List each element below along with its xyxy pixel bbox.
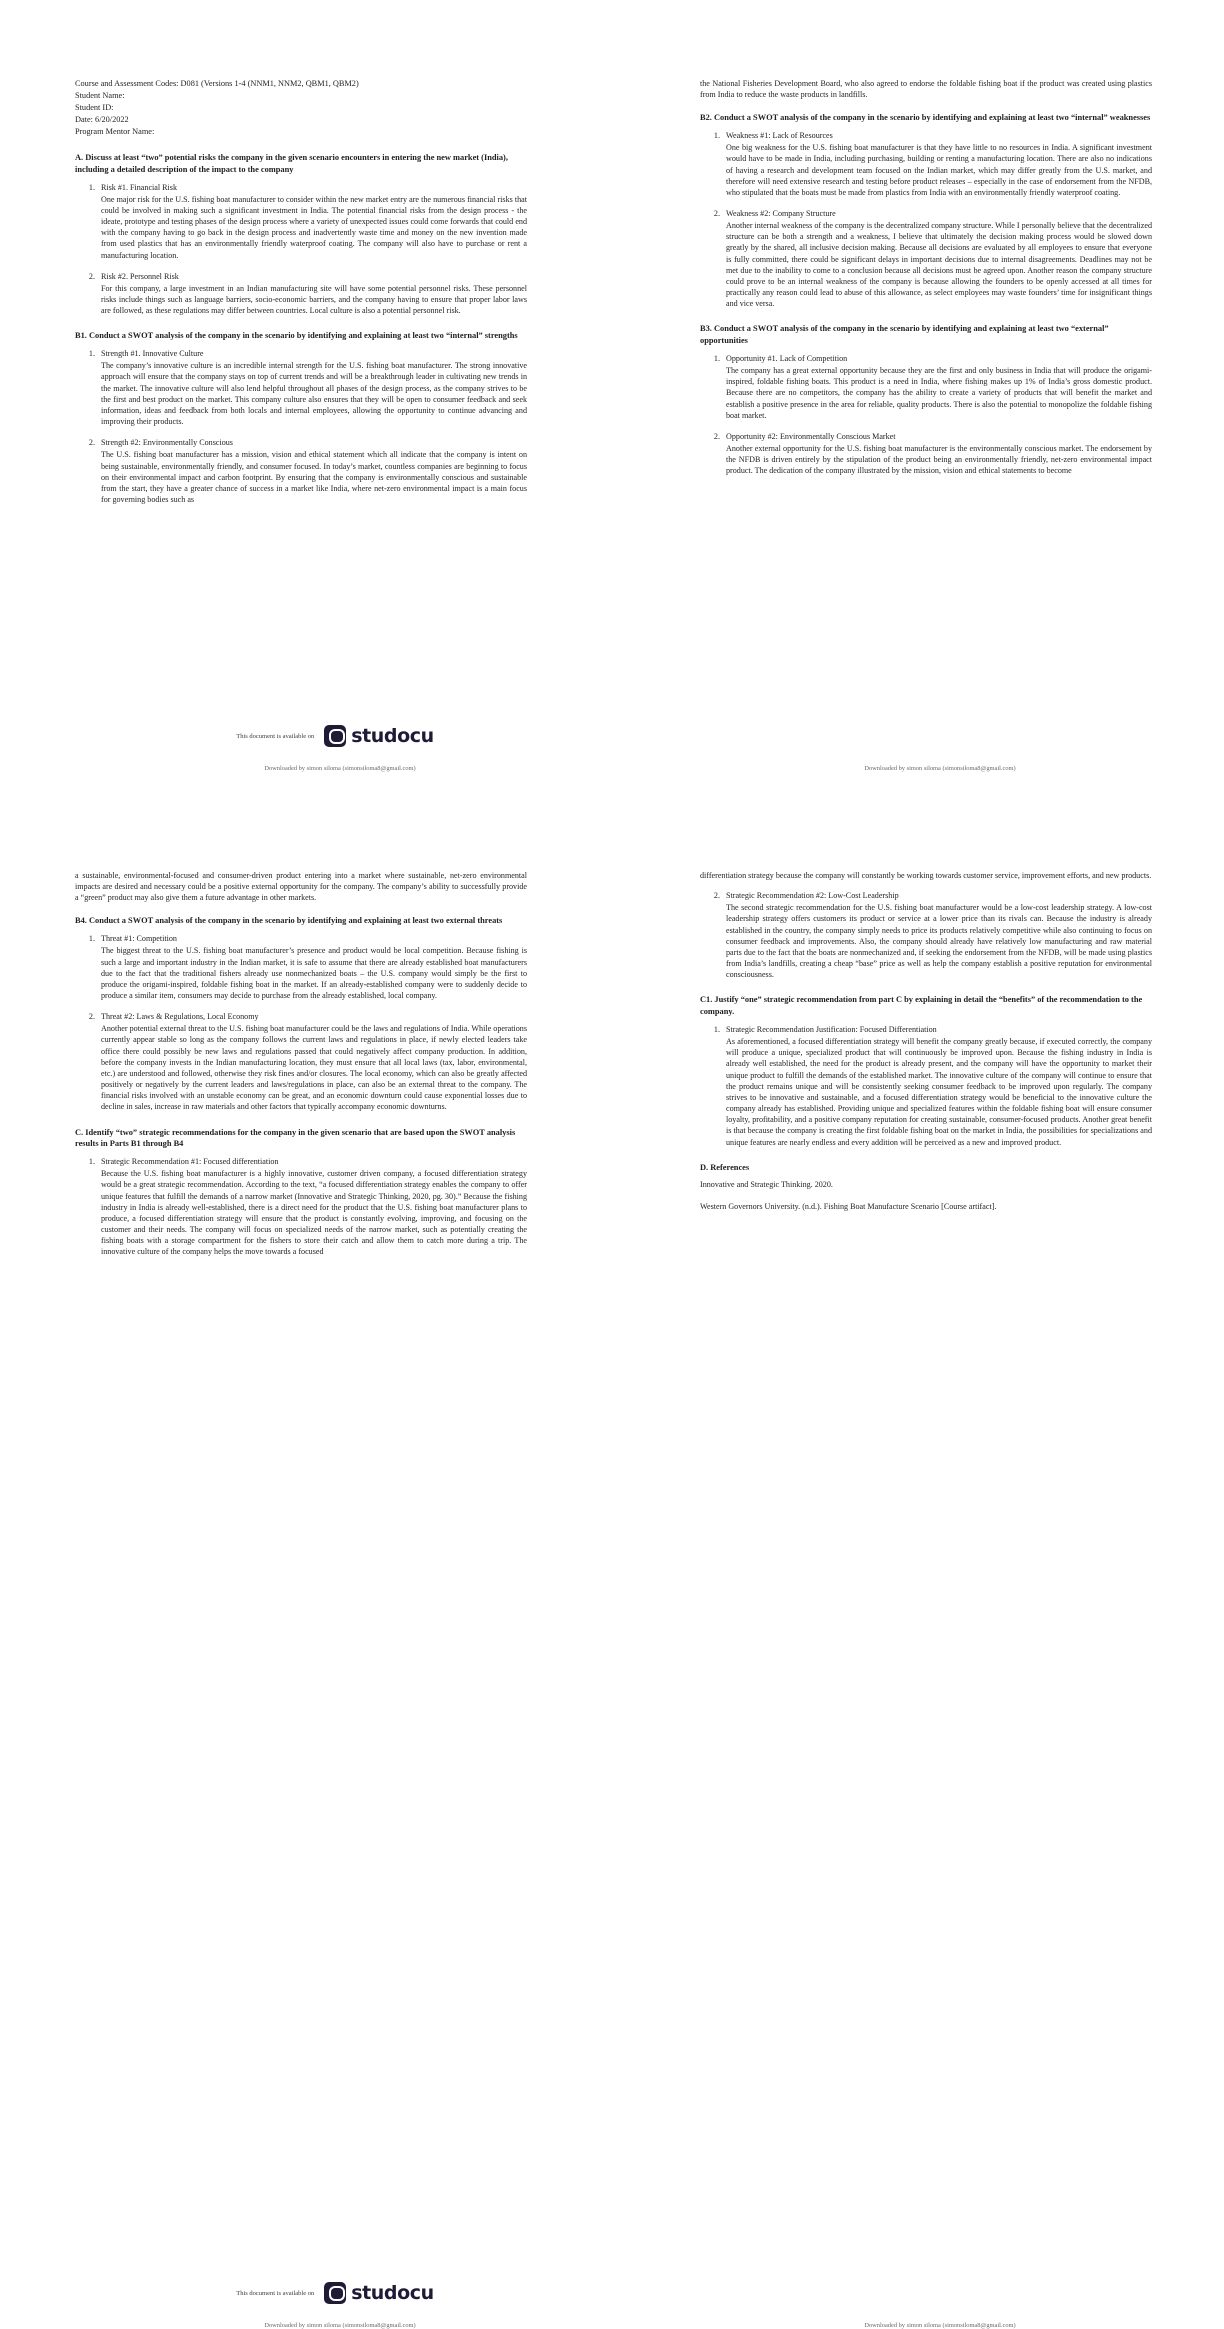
item-title: 2. Strength #2: Environmentally Conscious [101,438,233,448]
footer-availability-text: This document is available on [236,732,315,740]
heading-section-a: A. Discuss at least “two” potential risks the company in the given scenario encounters in entering the new market (India), including a detailed description of the impact to the company [75,153,508,174]
studocu-logo [324,725,434,747]
reference-entry: Western Governors University. (n.d.). Fishing Boat Manufacture Scenario [Course artifact]. [700,1201,997,1211]
footer-downloaded-by-left: Downloaded by simon siloma (simonsiloma8@gmail.com) [264,765,416,772]
item-title: 1. Strategic Recommendation Justification: Focused Differentiation [726,1024,937,1034]
section-c-list-continued [700,890,1152,980]
list-item [97,437,527,505]
item-title: 1. Threat #1: Competition [101,934,177,944]
list-item [97,348,527,427]
footer-downloaded-by-right: Downloaded by simon siloma (simonsiloma8@gmail.com) [864,2322,1016,2329]
item-title: 1. Risk #1. Financial Risk [101,182,177,192]
heading-section-b2: B2. Conduct a SWOT analysis of the company in the scenario by identifying and explaining at least two “internal” weaknesses [700,113,1151,123]
item-body: One big weakness for the U.S. fishing boat manufacturer is that they have little to no resources in India. A significant investment would have to be made in India, including purchasing, building or renting a manufacturing location. There are also no indications of having a research and development team focused on the Indian market, which may differ greatly from the U.S. market, and therefore will need extensive research and testing before product releases – especially in the case of endorsement from the NFDB, who stipulated that the boats must be made from plastics from India with an environmentally friendly waterproof coating. [726,143,1152,197]
page1-left-column [75,78,527,515]
item-title: 2. Risk #2. Personnel Risk [101,271,179,281]
item-body: The second strategic recommendation for the U.S. fishing boat manufacturer would be a low-cost leadership strategy. A low-cost leadership strategy offers customers its product or service at a lower price than its rivals can. Because the industry is already established in the country, the company simply needs to price its products relatively competitive while also continuing to focus on consumer feedback and improvements. Also, the company should already have relatively low manufacturing and raw material parts due to the fact that the boats are nonmechanized and, if seeking the endorsement from the NFDB, will be made using plastics from India’s landfills, creating a cheap “base” price as well as help the company establish a positive reputation for environmental consciousness. [726,903,1152,980]
item-title: 1. Opportunity #1. Lack of Competition [726,353,848,363]
b1-continued-paragraph: a sustainable, environmental-focused and consumer-driven product entering into a market where sustainable, net-zero environmental impacts are desired and necessary could be a positive external opportunity for the company. The company’s ability to successfully provide a “green” product may also give them a future advantage in other markets. [75,871,527,903]
section-a-list [75,182,527,317]
item-body: The biggest threat to the U.S. fishing boat manufacturer’s presence and product would be local competition. Because fishing is such a large and important industry in the Indian market, it is safe to assume that there are already established boat manufacturers due to the fact that the traditional fishers already use nonmechanized boats – the U.S. company would simply be the first to produce the origami-inspired, foldable fishing boat in the market. If an already-established company were to suddenly decide to produce a similar item, consumers may decide to purchase from the already established, local company. [101,946,527,1001]
item-body: As aforementioned, a focused differentiation strategy will benefit the company greatly because, if executed correctly, the company will produce a unique, specialized product that will continuously be improved upon. Because the fishing industry in India is already well established, the need for the product is already present, and the company will have the opportunity to market their unique product to fulfill the demands of the established market. The innovative culture of the company will continue to ensure that the product remains unique and will be consistently seeking consumer feedback to be improved upon regularly. The company strives to be innovative and sustainable, and a focused differentiation strategy would be beneficial to the innovative culture the company already has established. Providing unique and specialized features within the foldable fishing boat will ensure consumer loyalty, profitability, and a positive company reputation for creating sustainable, consumer-focused products. Another great benefit is that because the company is creating the first foldable fishing boat on the market in India, the possibilities for specializations and unique features are nearly endless and every addition will be perceived as a new and improved product. [726,1037,1152,1147]
studocu-wordmark: studocu [351,2282,434,2304]
footer-availability-text: This document is available on [236,2289,315,2297]
document-page-2 [0,792,1224,2329]
heading-section-b3: B3. Conduct a SWOT analysis of the company in the scenario by identifying and explaining at least two “external” opportunities [700,324,1109,346]
list-item [97,182,527,261]
program-mentor-name: Program Mentor Name: [75,127,155,137]
list-item [722,208,1152,309]
studocu-mark-icon [324,725,346,747]
section-b2-list [700,130,1152,309]
page2-right-column [700,870,1152,1222]
list-item [722,431,1152,477]
list-item [97,1156,527,1257]
heading-section-c: C. Identify “two” strategic recommendations for the company in the given scenario that are based upon the SWOT analysis results in Parts B1 through B4 [75,1127,516,1149]
footer-downloaded-by-left: Downloaded by simon siloma (simonsiloma8@gmail.com) [264,2322,416,2329]
item-title: 1. Strength #1. Innovative Culture [101,349,204,359]
heading-section-b1: B1. Conduct a SWOT analysis of the company in the scenario by identifying and explaining at least two “internal” strengths [75,331,518,341]
list-item [97,1011,527,1112]
student-name: Student Name: [75,91,125,101]
section-b3-list [700,353,1152,477]
item-title: 2. Strategic Recommendation #2: Low-Cost Leadership [726,891,899,901]
b2-intro-paragraph: the National Fisheries Development Board, who also agreed to endorse the foldable fishing boat if the product was created using plastics from India to reduce the waste products in landfills. [700,79,1152,100]
list-item [97,933,527,1001]
section-b1-list [75,348,527,505]
c-continued-paragraph: differentiation strategy because the company will constantly be working towards customer service, improvement efforts, and new products. [700,871,1152,880]
section-c-list [75,1156,527,1257]
studocu-wordmark: studocu [351,725,434,747]
list-item [722,1024,1152,1148]
references-list [700,1179,1152,1211]
item-title: 1. Weakness #1: Lack of Resources [726,131,833,141]
page2-left-column [75,870,527,1268]
reference-entry: Innovative and Strategic Thinking. 2020. [700,1180,833,1190]
item-body: The U.S. fishing boat manufacturer has a mission, vision and ethical statement which all indicate that the company is intent on being sustainable, environmentally friendly, and consumer focused. In today’s market, countless companies are beginning to focus on their environmental impact and carbon footprint. By ensuring that the company is environmentally conscious and sustainable from the start, they have a greater chance of success in a market like India, where net-zero environmental impact is a main focus for governing bodies such as [101,450,527,504]
item-title: 1. Strategic Recommendation #1: Focused differentiation [101,1157,279,1167]
section-b4-list [75,933,527,1112]
item-title: 2. Threat #2: Laws & Regulations, Local Economy [101,1012,259,1022]
item-body: Another internal weakness of the company is the decentralized company structure. While I personally believe that the decentralized structure can be both a strength and a weakness, I believe that ultimately the decision making process would be slowed down greatly by the shared, all inclusive decision making. Because all decisions are evaluated by all employees to ensure that everyone is fully committed, there could be significant delays in important decisions due to internal disagreements. Deadlines may not be met due to the inability to come to a conclusion because all decisions must be agreed upon. Another reason the company structure could prove to be an internal weakness of the company is because allowing the founders to be openly accessed at all times for practically any reason could lead to abuse of this allowance, as select employees may waste founders’ time for insignificant things and vice versa. [726,221,1152,309]
heading-section-b4: B4. Conduct a SWOT analysis of the company in the scenario by identifying and explaining at least two external threats [75,916,503,926]
footer-downloaded-by-right: Downloaded by simon siloma (simonsiloma8@gmail.com) [864,765,1016,772]
item-body: The company’s innovative culture is an incredible internal strength for the U.S. fishing boat manufacturer. The strong innovative approach will ensure that the company stays on top of current trends and will be a breakthrough leader in cultivating new trends in the market. The innovative culture will also lend helpful throughout all phases of the design process, as the company strives to be the first and best product on the market. This company culture also ensures that they will be open to consumer feedback and seek information, ideas and feedback from both locals and internal employees, allowing the opportunity to continue advancing and improving their products. [101,361,527,427]
page1-right-column [700,78,1152,487]
course-codes: Course and Assessment Codes: D081 (Versions 1-4 (NNM1, NNM2, QBM1, QBM2) [75,79,359,88]
document-page-1 [0,0,1224,792]
item-body: For this company, a large investment in an Indian manufacturing site will have some potential personnel risks. These personnel risks include things such as language barriers, socio-economic barriers, and the company having to ensure that proper labor laws are followed, as these regulations may differ between countries. Local culture is also a potential personnel risk. [101,283,527,316]
heading-section-d: D. References [700,1162,750,1172]
list-item [722,890,1152,980]
section-c1-list [700,1024,1152,1148]
item-body: Another potential external threat to the U.S. fishing boat manufacturer could be the laws and regulations of India. While operations currently appear stable so long as the company follows the current laws and regulations in place, if newly elected leaders take office there could possibly be new laws and regulations passed that could negatively affect company production. In addition, before the company invests in the Indian manufacturing location, they must ensure that all local laws (tax, labor, environmental, etc.) are understood and followed, otherwise they risk fines and/or closures. The local economy, which can also be greatly affected positively or negatively by the current leaders and laws/regulations in place, can also be an external threat to the company. The financial risks involved with an unstable economy can be great, and an economic downturn could cause exponential losses due to decline in sales, increase in raw materials and other factors that typically accompany economic downturns. [101,1024,527,1112]
studocu-mark-icon [324,2282,346,2304]
studocu-footer-brand [200,2282,470,2304]
heading-section-c1: C1. Justify “one” strategic recommendation from part C by explaining in detail the “benefits” of the recommendation to the company. [700,995,1143,1017]
student-id: Student ID: [75,103,114,113]
list-item [722,130,1152,198]
studocu-logo [324,2282,434,2304]
item-title: 2. Weakness #2: Company Structure [726,209,836,219]
item-body: Another external opportunity for the U.S. fishing boat manufacturer is the environmentally conscious market. The endorsement by the NFDB is driven entirely by the stipulation of the product being an environmentally friendly, net-zero environmental impact product. The dedication of the company illustrated by the mission, vision and ethical statements to become [726,444,1152,476]
document-date: Date: 6/20/2022 [75,115,129,125]
list-item [722,353,1152,421]
item-body: The company has a great external opportunity because they are the first and only business in India that will produce the origami-inspired, foldable fishing boats. This product is a need in India, where fishing makes up 1% of India’s gross domestic product. Because there are no competitors, the company has the ability to create a variety of products that will benefit the market and establish a positive presence in the area for reliable, quality products. There is also the potential to monopolize the foldable fishing boat market. [726,366,1152,420]
item-body: One major risk for the U.S. fishing boat manufacturer to consider within the new market entry are the numerous financial risks that could be involved in making such a significant investment in India. The potential financial risks from the design process - the ideate, prototype and testing phases of the design process where a variety of unexpected issues could come forwards that could end with the company having to go back in the design process and inadvertently waste time and money on the new invention made from used plastics that has an environmentally friendly waterproof coating. The company will also have to purchase or rent a manufacturing location. [101,194,527,260]
item-body: Because the U.S. fishing boat manufacturer is a highly innovative, customer driven company, a focused differentiation strategy would be a great strategic recommendation. According to the text, “a focused differentiation strategy enables the company to offer unique features that fulfill the demands of a narrow market (Innovative and Strategic Thinking, 2020, pg. 30).” Because the fishing industry in India is already well-established, there is a direct need for the product that the U.S. fishing boat manufacturer plans to produce, a focused differentiation strategy will ensure that the product is constantly evolving, improving, and focusing on the customer and their needs. The company will focus on specialized needs of the narrow market, such as potentially creating the fishing boats with a storage compartment for the fishers to store their catch and allow them to catch more during a trip. The innovative culture of the company helps the move towards a focused [101,1169,527,1257]
list-item [97,271,527,317]
item-title: 2. Opportunity #2: Environmentally Conscious Market [726,431,896,441]
studocu-footer-brand [200,725,470,747]
